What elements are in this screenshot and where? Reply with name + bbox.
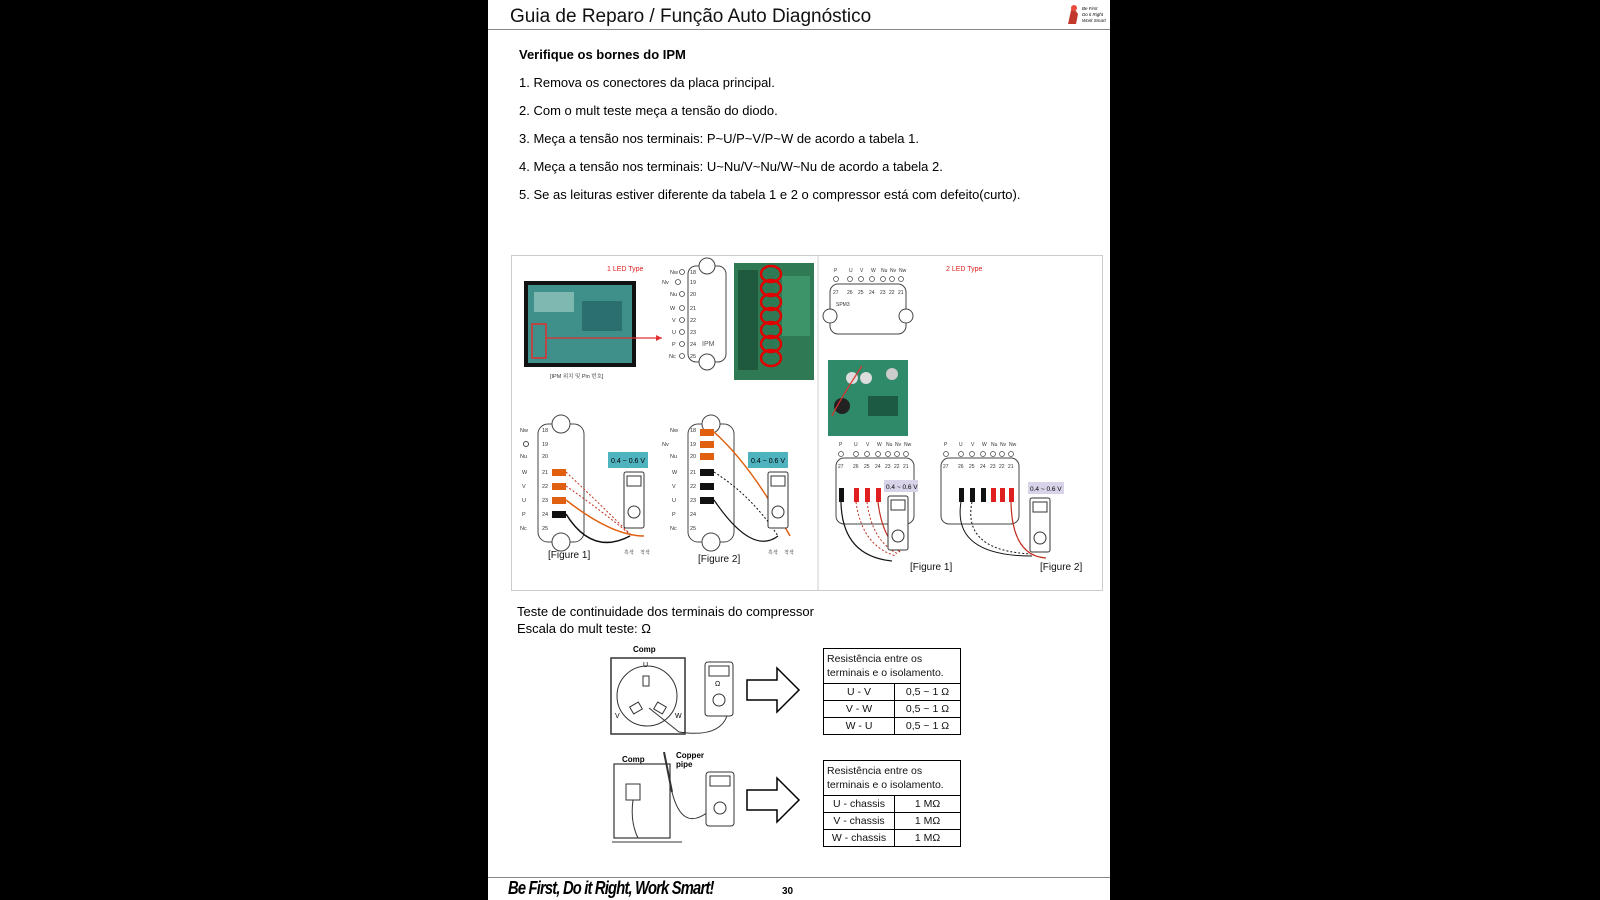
svg-text:23: 23 [690,330,697,336]
svg-text:24: 24 [690,512,697,518]
manual-page [488,0,1110,900]
figure-1-caption-right: [Figure 1] [910,562,953,573]
svg-text:V: V [971,442,975,448]
svg-text:22: 22 [894,464,900,470]
table-row: V - chassis 1 MΩ [824,813,961,830]
step-item: 2. Com o mult teste meça a tensão do diodo. [519,103,778,118]
svg-text:U: U [643,662,649,669]
svg-text:21: 21 [903,464,909,470]
header-divider [488,29,1110,30]
svg-text:흑색: 흑색 [768,550,778,556]
figure-2-caption-right: [Figure 2] [1040,562,1083,573]
svg-text:U: U [849,268,853,274]
svg-text:Nv: Nv [662,442,669,448]
svg-text:25: 25 [690,526,697,532]
svg-text:Nc: Nc [669,354,676,360]
svg-text:Nu: Nu [991,442,998,448]
svg-text:W: W [675,713,682,720]
svg-text:25: 25 [690,354,697,360]
svg-text:Nu: Nu [670,454,678,460]
svg-text:25: 25 [542,526,549,532]
figure-1-left [520,415,650,561]
svg-text:27: 27 [833,290,839,296]
page-number: 30 [782,886,794,897]
svg-text:U: U [672,498,676,504]
svg-text:19: 19 [690,280,697,286]
step-item: 3. Meça a tensão nos terminais: P~U/P~V/P~W de acordo a tabela 1. [519,131,919,146]
svg-text:18: 18 [690,270,697,276]
svg-text:Nw: Nw [670,270,678,276]
svg-text:22: 22 [690,318,697,324]
svg-text:24: 24 [980,464,986,470]
company-logo [1062,2,1106,28]
svg-text:W: W [982,442,987,448]
svg-text:20: 20 [690,292,697,298]
svg-text:19: 19 [542,442,549,448]
svg-text:W: W [522,470,528,476]
photo-caption: [IPM 위치 및 Pin 번호] [550,374,604,380]
svg-text:Nw: Nw [904,442,912,448]
spm-label: SPM3 [836,302,850,308]
svg-text:V: V [615,713,620,720]
svg-text:25: 25 [864,464,870,470]
svg-text:W: W [871,268,876,274]
svg-text:Nu: Nu [881,268,888,274]
svg-text:흑색: 흑색 [624,550,634,556]
svg-text:Nu: Nu [886,442,893,448]
svg-text:V: V [860,268,864,274]
svg-text:22: 22 [889,290,895,296]
svg-text:23: 23 [885,464,891,470]
svg-text:W: W [670,306,676,312]
svg-text:24: 24 [542,512,549,518]
led-type-label-2: 2 LED Type [946,266,983,273]
svg-text:Nu: Nu [670,292,678,298]
svg-text:U: U [959,442,963,448]
svg-text:22: 22 [690,484,697,490]
table-row: W - chassis 1 MΩ [824,830,961,847]
svg-text:18: 18 [542,428,549,434]
svg-text:26: 26 [847,290,853,296]
svg-text:24: 24 [875,464,881,470]
svg-text:P: P [839,442,843,448]
svg-text:Work Smart: Work Smart [1082,18,1106,23]
svg-text:Comp: Comp [622,755,645,764]
svg-text:P: P [944,442,948,448]
svg-text:18: 18 [690,428,697,434]
figure-2-right [941,442,1082,573]
svg-text:V: V [672,318,676,324]
compressor-test-title: Teste de continuidade dos terminais do compressor Escala do mult teste: Ω [517,604,814,636]
svg-text:25: 25 [969,464,975,470]
svg-text:23: 23 [690,498,697,504]
compressor-terminal-diagram [609,646,749,742]
svg-text:적색: 적색 [640,550,650,556]
step-item: 1. Remova os conectores da placa principal. [519,75,775,90]
svg-text:20: 20 [690,454,697,460]
svg-text:24: 24 [869,290,875,296]
svg-text:19: 19 [690,442,697,448]
svg-text:P: P [672,342,676,348]
svg-text:Nw: Nw [520,428,528,434]
svg-text:25: 25 [858,290,864,296]
table-row: W - U 0,5 ~ 1 Ω [824,718,961,735]
resistance-table-1: Resistência entre os terminais e o isolamento. U - V 0,5 ~ 1 Ω V - W 0,5 ~ 1 Ω W - U 0,5 ~ 1 Ω [823,648,961,735]
svg-text:V: V [866,442,870,448]
svg-text:24: 24 [690,342,697,348]
svg-text:23: 23 [990,464,996,470]
ipm-pin-circles [676,270,685,359]
svg-text:Comp: Comp [633,646,656,654]
svg-text:Nu: Nu [520,454,528,460]
spm-board-photo [828,360,908,436]
svg-text:22: 22 [542,484,549,490]
svg-text:Nw: Nw [670,428,678,434]
ipm-figure [511,255,1103,591]
svg-text:V: V [522,484,526,490]
meter-value-1: 0.4 ~ 0.6 V [611,458,646,465]
board-photo [524,281,662,367]
table-row: U - chassis 1 MΩ [824,796,961,813]
arrow-right-icon [745,776,801,824]
step-item: 5. Se as leituras estiver diferente da tabela 1 e 2 o compressor está com defeito(curto). [519,187,1021,202]
svg-text:27: 27 [943,464,949,470]
led-type-label-1: 1 LED Type [607,266,644,273]
svg-text:U: U [672,330,676,336]
table-row: U - V 0,5 ~ 1 Ω [824,684,961,701]
svg-text:21: 21 [690,470,697,476]
svg-text:23: 23 [542,498,549,504]
svg-text:Nw: Nw [1009,442,1017,448]
svg-text:21: 21 [1008,464,1014,470]
svg-text:21: 21 [542,470,549,476]
svg-text:Nv: Nv [1000,442,1007,448]
meter-value-3: 0.4 ~ 0.6 V [886,484,918,491]
svg-text:20: 20 [542,454,549,460]
compressor-chassis-diagram [612,752,752,852]
svg-text:pipe: pipe [676,760,693,769]
svg-text:W: W [877,442,882,448]
svg-text:Do it Right: Do it Right [1082,12,1104,17]
svg-text:P: P [522,512,526,518]
svg-text:Nv: Nv [662,280,669,286]
svg-text:적색: 적색 [784,550,794,556]
svg-text:Nv: Nv [895,442,902,448]
table-row: V - W 0,5 ~ 1 Ω [824,701,961,718]
spm-outline [823,268,913,334]
svg-text:22: 22 [999,464,1005,470]
figure-2-caption-left: [Figure 2] [698,554,741,565]
svg-text:U: U [854,442,858,448]
svg-text:Nv: Nv [890,268,897,274]
resistance-table-2: Resistência entre os terminais e o isolamento. U - chassis 1 MΩ V - chassis 1 MΩ W - chassis 1 MΩ [823,760,961,847]
meter-value-2: 0.4 ~ 0.6 V [751,458,786,465]
figure-2-left [662,415,794,565]
svg-text:27: 27 [838,464,844,470]
svg-text:U: U [522,498,526,504]
svg-text:26: 26 [958,464,964,470]
ipm-label: IPM [702,341,715,348]
svg-text:Ω: Ω [715,681,721,688]
svg-text:Be First: Be First [1082,6,1098,11]
svg-text:21: 21 [690,306,697,312]
step-item: 4. Meça a tensão nos terminais: U~Nu/V~Nu/W~Nu de acordo a tabela 2. [519,159,943,174]
meter-value-4: 0.4 ~ 0.6 V [1030,486,1062,493]
svg-text:P: P [672,512,676,518]
svg-text:Nw: Nw [899,268,907,274]
svg-text:21: 21 [898,290,904,296]
figure-1-right [836,442,952,573]
section-title: Verifique os bornes do IPM [519,47,686,62]
arrow-right-icon [745,666,801,714]
svg-text:Nc: Nc [520,526,527,532]
svg-text:P: P [834,268,838,274]
footer-slogan: Be First, Do it Right, Work Smart! [508,878,714,898]
svg-text:V: V [672,484,676,490]
figure-1-caption-left: [Figure 1] [548,550,591,561]
svg-text:Nc: Nc [670,526,677,532]
svg-text:26: 26 [853,464,859,470]
svg-text:Copper: Copper [676,752,704,760]
ipm-closeup-photo [734,263,814,380]
page-title: Guia de Reparo / Função Auto Diagnóstico [510,6,872,27]
steps-list [519,75,1020,215]
svg-text:23: 23 [880,290,886,296]
svg-text:W: W [672,470,678,476]
